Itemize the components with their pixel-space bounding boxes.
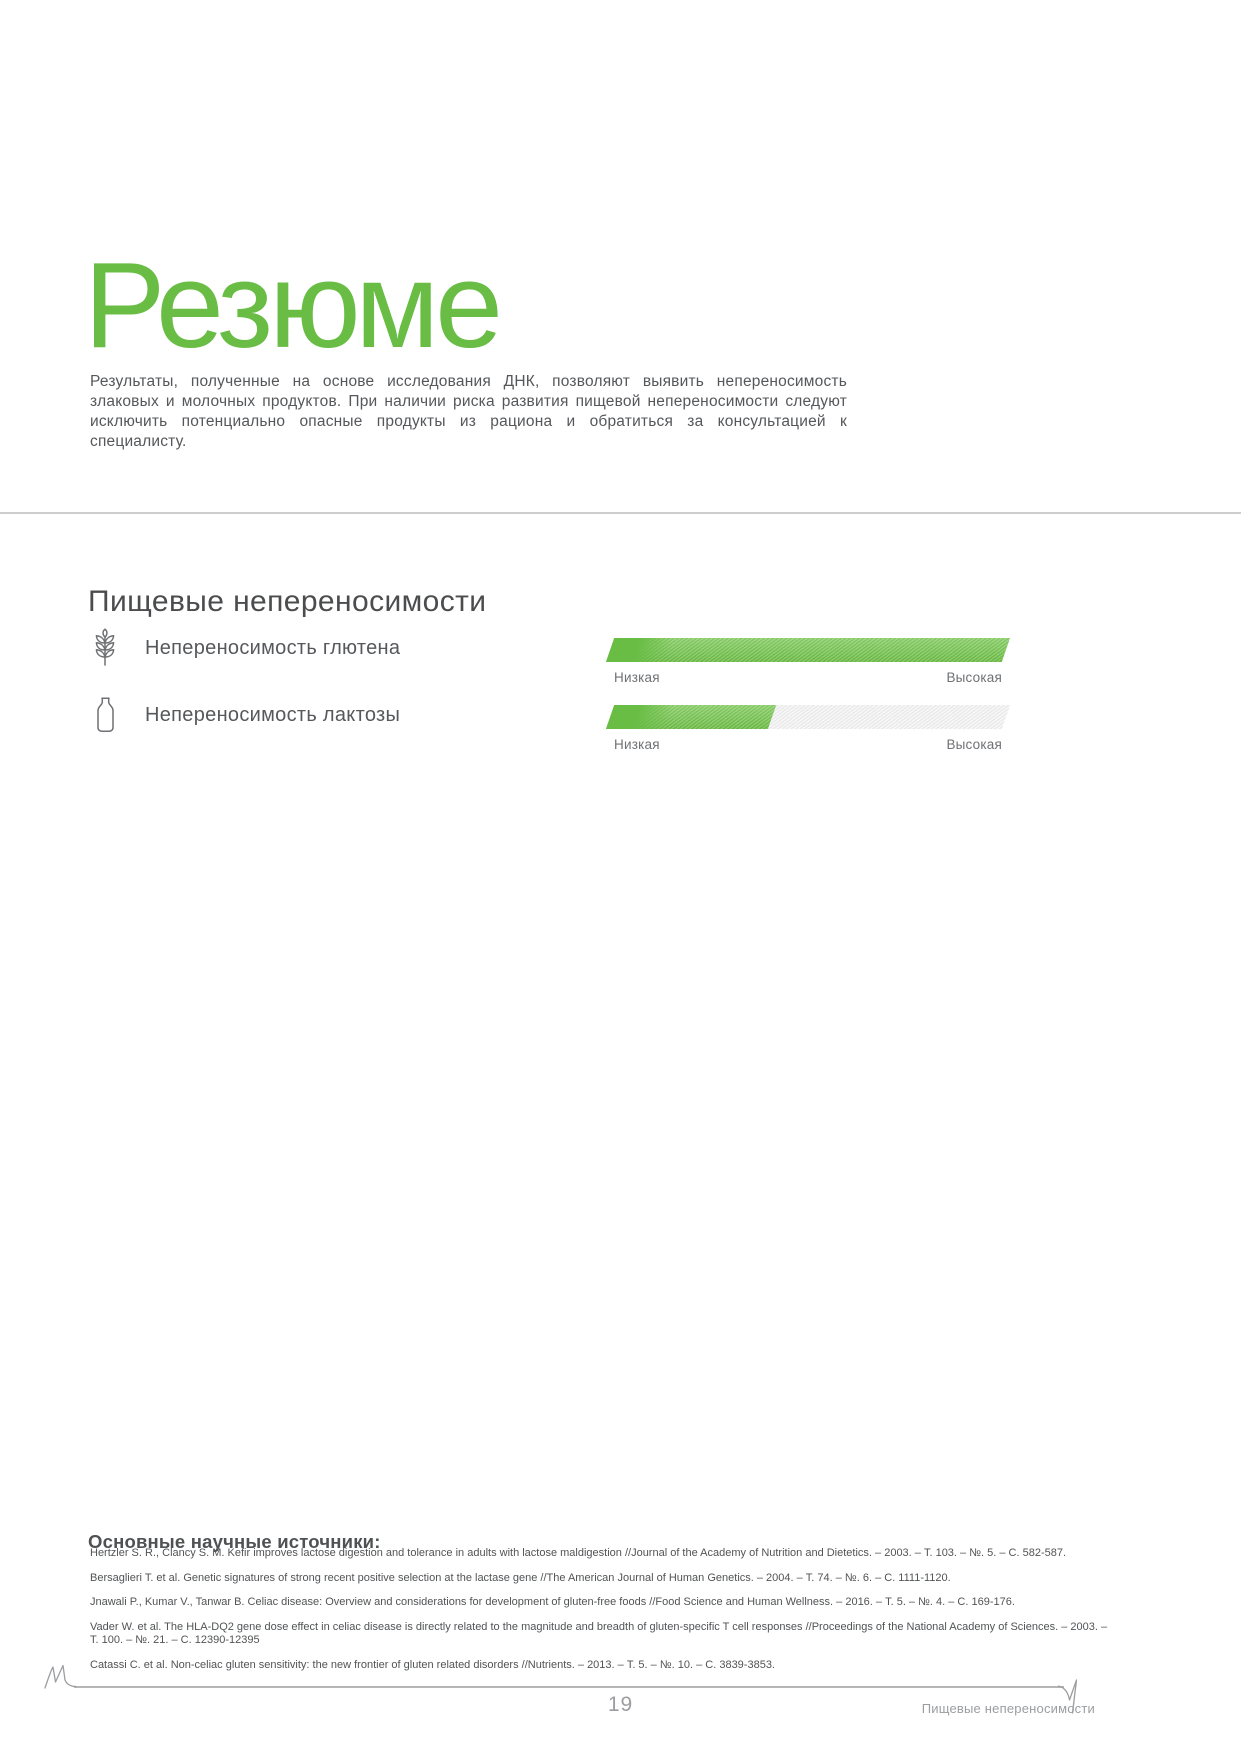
source-item: Catassi C. et al. Non-celiac gluten sensitivity: the new frontier of gluten related disorders //Nutrients. – 2013. – Т. 5. – №. 10. – С. 3839-3853. (90, 1658, 775, 1671)
page-number: 19 (607, 1693, 634, 1716)
footer-section-label: Пищевые непереносимости (921, 1701, 1095, 1716)
intro-paragraph: Результаты, полученные на основе исследования ДНК, позволяют выявить непереносимость злаковых и молочных продуктов. При наличии риска развития пищевой непереносимости следуют исключить потенциально опасные продукты из рациона и обратиться за консультацией к специалисту. (90, 372, 847, 450)
sources-title: Основные научные источники: (88, 1530, 381, 1552)
scale-low-label: Низкая (614, 737, 660, 752)
source-item: Bersaglieri T. et al. Genetic signatures of strong recent positive selection at the lactase gene //The American Journal of Human Genetics. – 2004. – Т. 74. – №. 6. – С. 1111-1120. (90, 1571, 951, 1584)
source-item: Jnawali P., Kumar V., Tanwar B. Celiac disease: Overview and considerations for development of gluten-free foods //Food Science and Human Wellness. – 2016. – Т. 5. – №. 4. – С. 169-176. (90, 1596, 1015, 1608)
scale-low-label: Низкая (614, 670, 660, 685)
page-title: Резюме (84, 236, 499, 373)
gluten-risk-scale (614, 670, 1002, 685)
section-title: Пищевые непереносимости (88, 584, 487, 618)
source-item: Vader W. et al. The HLA-DQ2 gene dose effect in celiac disease is directly related to the magnitude and breadth of gluten-specific T cell responses //Proceedings of the National Academy of Sciences. – 2003. – Т. 100. – №. 21. – С. 12390-12395 (90, 1620, 1108, 1646)
footer-left-flourish-icon (44, 1664, 78, 1695)
gluten-risk-bar (606, 638, 1010, 662)
intolerance-label: Непереносимость глютена (145, 637, 401, 659)
source-item: Hertzler S. R., Clancy S. M. Kefir improves lactose digestion and tolerance in adults with lactose maldigestion //Journal of the Academy of Nutrition and Dietetics. – 2003. – Т. 103. – №. 5. – С. 582-587. (90, 1547, 1067, 1559)
gluten-risk-bar-fill (606, 638, 1010, 662)
sources-list (90, 1547, 1112, 1683)
intolerance-row-gluten (0, 628, 1241, 690)
intolerance-row-lactose (0, 695, 1241, 757)
footer-rule (74, 1686, 1064, 1688)
lactose-risk-bar (606, 705, 1010, 729)
wheat-icon (90, 628, 120, 666)
section-divider (0, 512, 1241, 514)
scale-high-label: Высокая (946, 737, 1002, 752)
lactose-risk-bar-fill (606, 705, 777, 729)
milk-bottle-icon (95, 697, 116, 732)
intolerance-label: Непереносимость лактозы (145, 704, 401, 726)
scale-high-label: Высокая (946, 670, 1002, 685)
lactose-risk-scale (614, 737, 1002, 752)
